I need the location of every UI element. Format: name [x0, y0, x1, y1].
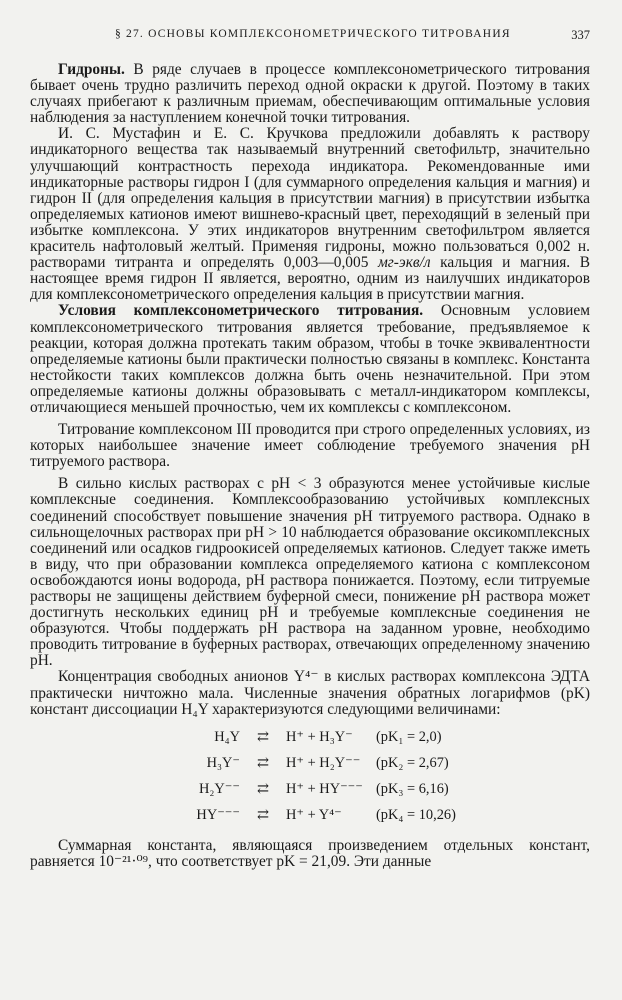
equilibrium-arrow-icon: ⇄ — [256, 754, 270, 771]
equilibrium-right: H⁺ + H₃Y⁻ — [286, 728, 353, 745]
section-heading-hydrons: Гидроны. — [58, 61, 125, 78]
equilibrium-left: H₃Y⁻ — [206, 754, 240, 771]
equilibrium-pk: (pK₄ = 10,26) — [376, 806, 456, 823]
page-number: 337 — [571, 28, 590, 42]
unit-text: мг-экв/л — [377, 254, 431, 272]
paragraph-text: Основным условием комплексонометрического титрования является требование, предъявляемое к реакции, которая должна протекать таким образом, чтобы в точке эквивалентности определяемые катионы были практически полностью связаны в комплекс. Константа нестойкости таких комплексов должна быть очень незначительной. При этом определяемые катионы должны образовывать с металл-индикатором комплексы, отличающиеся меньшей прочностью, чем их комплексы с комплексоном. — [30, 302, 590, 416]
equilibria-list — [182, 724, 590, 828]
equilibrium-left: HY⁻⁻⁻ — [196, 806, 240, 823]
equilibrium-left: H₂Y⁻⁻ — [199, 780, 240, 797]
running-header — [115, 28, 590, 40]
paragraph-text: кальция и магния. В настоящее время гидрон II является, вероятно, одним из наилучших индикаторов для комплексонометрического определения кальция в присутствии магния. — [30, 254, 590, 304]
equilibrium-arrow-icon: ⇄ — [256, 806, 270, 823]
equilibrium-right: H⁺ + Y⁴⁻ — [286, 806, 342, 823]
running-title: § 27. ОСНОВЫ КОМПЛЕКСОНОМЕТРИЧЕСКОГО ТИТРОВАНИЯ — [115, 28, 511, 40]
equilibrium-left: H₄Y — [214, 728, 240, 745]
paragraph-titration: Титрование комплексоном III проводится при строго определенных условиях, из которых наибольшее значение имеет соблюдение требуемого значения pH титруемого раствора. — [30, 421, 590, 471]
equilibrium-row — [182, 802, 590, 828]
equilibrium-arrow-icon: ⇄ — [256, 728, 270, 745]
equilibrium-row — [182, 776, 590, 802]
equilibrium-arrow-icon: ⇄ — [256, 780, 270, 797]
equilibrium-right: H⁺ + H₂Y⁻⁻ — [286, 754, 361, 771]
equilibrium-pk: (pK₂ = 2,67) — [376, 754, 449, 771]
paragraph-total-constant: Суммарная константа, являющаяся произведением отдельных констант, равняется 10⁻²¹·⁰⁹, что соответствует pK = 21,09. Эти данные — [30, 836, 590, 870]
equilibrium-pk: (pK₁ = 2,0) — [376, 728, 442, 745]
paragraph-text: И. С. Мустафин и Е. С. Кручкова предложили добавлять к раствору индикаторного вещества так называемый внутренний светофильтр, значительно улучшающий контрастность перехода индикатора. Рекомендованные ими индикаторные растворы гидрон I (для суммарного определения кальция и магния) и гидрон II (для определения кальция в присутствии магния) в присутствии избытка определяемых катионов имеют вишнево-красный цвет, переходящий в зеленый при избытке комплексона. У этих индикаторов внутренним светофильтром является краситель нафтоловый желтый. Применяя гидроны, можно пользоваться 0,002 н. растворами титранта и определять 0,003—0,005 — [30, 125, 590, 272]
paragraph-text: В ряде случаев в процессе комплексонометрического титрования бывает очень трудно различить переход одной окраски к другой. Поэтому в таких случаях прибегают к различным приемам, обеспечивающим оптимальные условия наблюдения за наступлением конечной точки титрования. — [30, 61, 590, 127]
section-heading-conditions: Условия комплексонометрического титрования. — [58, 302, 424, 320]
equilibrium-pk: (pK₃ = 6,16) — [376, 780, 449, 797]
equilibrium-row — [182, 750, 590, 776]
paragraph-mustafin — [30, 126, 590, 303]
paragraph-hydrons — [30, 62, 590, 126]
paragraph-ph: В сильно кислых растворах с pH < 3 образуются менее устойчивые кислые комплексные соединения. Комплексообразованию устойчивых комплексных соединений способствует повышение значения pH титруемого раствора. Однако в сильнощелочных растворах при pH > 10 наблюдается образование оксикомплексных соединений или осадков гидроокисей определяемых катионов. Следует также иметь в виду, что при образовании комплекса определяемого катиона с комплексоном освобождаются ионы водорода, pH раствора понижается. Поэтому, если титруемые растворы не защищены действием буферной смеси, понижение pH раствора может достигнуть нескольких единиц pH и требуемые комплексные соединения не образуются. Чтобы поддержать pH раствора на заданном уровне, необходимо проводить титрование в буферных растворах, отвечающих определенному значению pH. — [30, 475, 590, 670]
equilibrium-row — [182, 724, 590, 750]
equilibrium-right: H⁺ + HY⁻⁻⁻ — [286, 780, 363, 797]
page-body — [30, 62, 590, 870]
paragraph-conditions — [30, 303, 590, 416]
paragraph-anions: Концентрация свободных анионов Y⁴⁻ в кислых растворах комплексона ЭДТА практически ничтожно мала. Численные значения обратных логарифмов (pK) констант диссоциации H₄Y характеризуются следующими величинами: — [30, 668, 590, 718]
